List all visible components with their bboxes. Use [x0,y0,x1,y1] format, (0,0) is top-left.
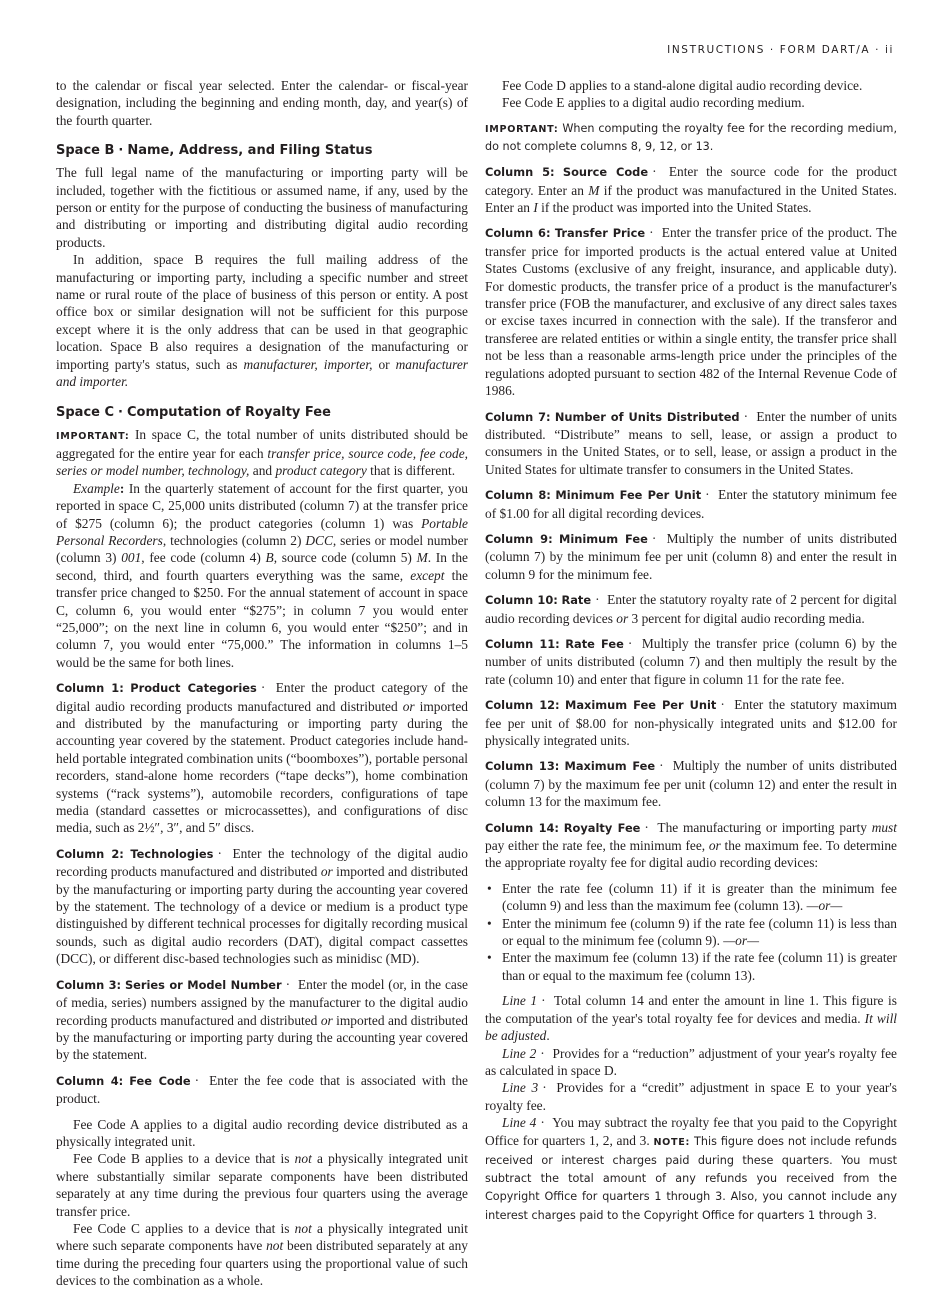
bullet-icon: • [487,915,492,931]
right-column [485,77,897,1224]
column-1-instructions: Column 1: Product Categories · Enter the product category of the digital audio recording products manufactured and distributed or imported and distributed by the manufacturing or importing party during the accounting year covered by the statement. Product categories include hand-held portable integrated combination units (“boomboxes”), portable personal recorders, stand-alone home recorders (“tape decks”), home combination systems (“rack systems”), automobile recorders, configurations of tape media (standard cassettes or microcassettes), and configurations of disc media, such as 2½″, 3″, and 5″ discs. [56,680,469,836]
column-11-instructions: Column 11: Rate Fee · Multiply the transfer price (column 6) by the number of units distributed (column 7) and then multiply the result by the rate (column 10) and enter that figure in column 11 for the rate fee. [485,635,897,687]
column-6-instructions: Column 6: Transfer Price · Enter the transfer price of the product. The transfer price for imported products is the actual entered value at United States Customs (exclusive of any freight, insurance, and applicable duty). For domestic products, the transfer price of a product is the manufacturer's transfer price (FOB the manufacturer, and exclusive of any direct sales taxes or excise taxes incurred in connection with the sale). If the transferor and transferee are related entities or within a single entity, the transfer price shall not be less than a reasonable arms-length price under the principles of the regulations adopted pursuant to section 482 of the Internal Revenue Code of 1986. [485,225,897,399]
column-3-instructions: Column 3: Series or Model Number · Enter the model (or, in the case of media, series) numbers assigned by the manufacturer to the digital audio recording products manufactured and distributed or imported and distributed by the manufacturing or importing party during the accounting year covered by the statement. [56,976,468,1063]
list-item: • Enter the maximum fee (column 13) if the rate fee (column 11) is greater than or equal to the maximum fee (column 13). [487,950,897,983]
space-c-example: Example: In the quarterly statement of account for the first quarter, you reported in space C, 25,000 units distributed (column 7) at the transfer price of $275 (column 6); the product categories (column 1) was Portable Personal Recorders, technologies (column 2) DCC, series or model number (column 3) 001, fee code (column 4) B, source code (column 5) M. In the second, third, and fourth quarters everything was the same, except the transfer price changed to $250. For the annual statement of account in space C, column 6, you would enter “$275”; in column 7 you would enter “25,000”; on the next line in column 6, you would enter “$250”; and in column 7, you would enter “75,000.” The information in columns 1–5 would be the same for both lines. [56,480,468,670]
line-2-instructions: Line 2 · Provides for a “reduction” adjustment of your year's royalty fee as calculated in space D. [485,1045,897,1078]
fee-code-e: Fee Code E applies to a digital audio recording medium. [502,95,805,111]
fee-code-c: Fee Code C applies to a device that is not a physically integrated unit where such separate components have not been distributed separately at any time during the preceding four quarters using the proportional value of such devices to the combination as a whole. [56,1220,468,1289]
column-8-instructions: Column 8: Minimum Fee Per Unit · Enter the statutory minimum fee of $1.00 for all digital recording devices. [485,487,897,521]
list-item: • Enter the rate fee (column 11) if it is greater than the minimum fee (column 9) and less than the maximum fee (column 13). —or— [487,880,897,914]
fee-code-d: Fee Code D applies to a stand-alone digital audio recording device. [502,78,863,93]
line-4-instructions: Line 4 · You may subtract the royalty fee that you paid to the Copyright Office for quarters 1, 2, and 3. NOTE: This figure does not include refunds received or interest charges paid during these quarters. You must subtract the total amount of any refunds you received from the Copyright Office for quarters 1 through 3. Also, you cannot include any interest charges paid to the Copyright Office for quarters 1 through 3. [485,1115,897,1222]
column-7-instructions: Column 7: Number of Units Distributed · Enter the number of units distributed. “Distribute” means to sell, lease, or assign a product to consumers in the United States, or to sell, lease, or assign a product in the United States for ultimate transfer to consumers in the United States. [485,408,897,477]
line-3-instructions: Line 3 · Provides for a “credit” adjustment in space E to your year's royalty fee. [485,1080,897,1113]
running-header: INSTRUCTIONS · FORM DART/A · ii [667,44,894,56]
fee-code-b: Fee Code B applies to a device that is not a physically integrated unit where substantially similar separate components have been distributed separately at any time during the previous four quarters using the average transfer price. [56,1151,468,1219]
column-10-instructions: Column 10: Rate · Enter the statutory royalty rate of 2 percent for digital audio recording devices or 3 percent for digital audio recording media. [485,592,897,626]
bullet-icon: • [487,880,492,896]
column-14-instructions: Column 14: Royalty Fee · The manufacturing or importing party must pay either the rate fee, the minimum fee, or the maximum fee. To determine the appropriate royalty fee for digital audio recording devices: [485,819,897,871]
space-c-important: IMPORTANT: In space C, the total number of units distributed should be aggregated for the entire year for each transfer price, source code, fee code, series or model number, technology, and product category that is different. [56,426,468,479]
space-b-heading: Space B · Name, Address, and Filing Status [56,143,373,159]
intro-paragraph: to the calendar or fiscal year selected. Enter the calendar- or fiscal-year designation, including the beginning and ending month, day, and year(s) of the fourth quarter. [56,78,468,128]
medium-important-note: IMPORTANT: When computing the royalty fee for the recording medium, do not complete columns 8, 9, 12, or 13. [485,121,897,154]
space-c-heading: Space C · Computation of Royalty Fee [56,404,331,420]
list-item: • Enter the minimum fee (column 9) if the rate fee (column 11) is less than or equal to the minimum fee (column 9). —or— [487,915,897,949]
column-12-instructions: Column 12: Maximum Fee Per Unit · Enter the statutory maximum fee per unit of $8.00 for non-physically integrated units and $12.00 for physically integrated units. [485,697,897,748]
column-13-instructions: Column 13: Maximum Fee · Multiply the number of units distributed (column 7) by the maximum fee per unit (column 12) and enter the result in column 13 for the maximum fee. [485,758,897,810]
left-column [56,77,468,1290]
space-b-paragraph-1: The full legal name of the manufacturing or importing party will be included, together with the fictitious or assumed name, if any, used by the person or entity for the purpose of conducting the business of manufacturing and distributing or importing and distributing digital audio recording products. [56,165,468,250]
column-4-instructions: Column 4: Fee Code · Enter the fee code that is associated with the product. [56,1072,468,1107]
column-9-instructions: Column 9: Minimum Fee · Multiply the number of units distributed (column 7) by the minimum fee per unit (column 8) and enter the result in column 9 for the minimum fee. [485,530,897,582]
fee-code-a: Fee Code A applies to a digital audio recording device distributed as a physically integrated unit. [56,1116,468,1149]
column-2-instructions: Column 2: Technologies · Enter the technology of the digital audio recording products manufactured and distributed or imported and distributed by the manufacturing or importing party during the accounting year covered by the statement. The technology of a device or medium is a product type distinguished by different technical processes for digitally recording musical sounds, such as digital audio recorders (DAT), digital compact cassettes (DCC), or different disc-based technologies such as minidisc (MD). [56,845,468,967]
column-5-instructions: Column 5: Source Code · Enter the source code for the product category. Enter an M if the product was manufactured in the United States. Enter an I if the product was imported into the United States. [485,164,897,216]
bullet-icon: • [487,950,492,966]
royalty-fee-bullet-list [485,880,897,984]
line-1-instructions: Line 1 · Total column 14 and enter the amount in line 1. This figure is the computation of the year's total royalty fee for devices and media. It will be adjusted. [485,993,898,1044]
space-b-paragraph-2: In addition, space B requires the full mailing address of the manufacturing or importing party, including a specific number and street name or rural route of the place of business of this person or entity. A post office box or similar designation will not be sufficient for this purpose except where it is the only address that can be used in that geographic location. Space B also requires a designation of the manufacturing or importing party's status, such as manufacturer, importer, or manufacturer and importer. [56,252,468,390]
